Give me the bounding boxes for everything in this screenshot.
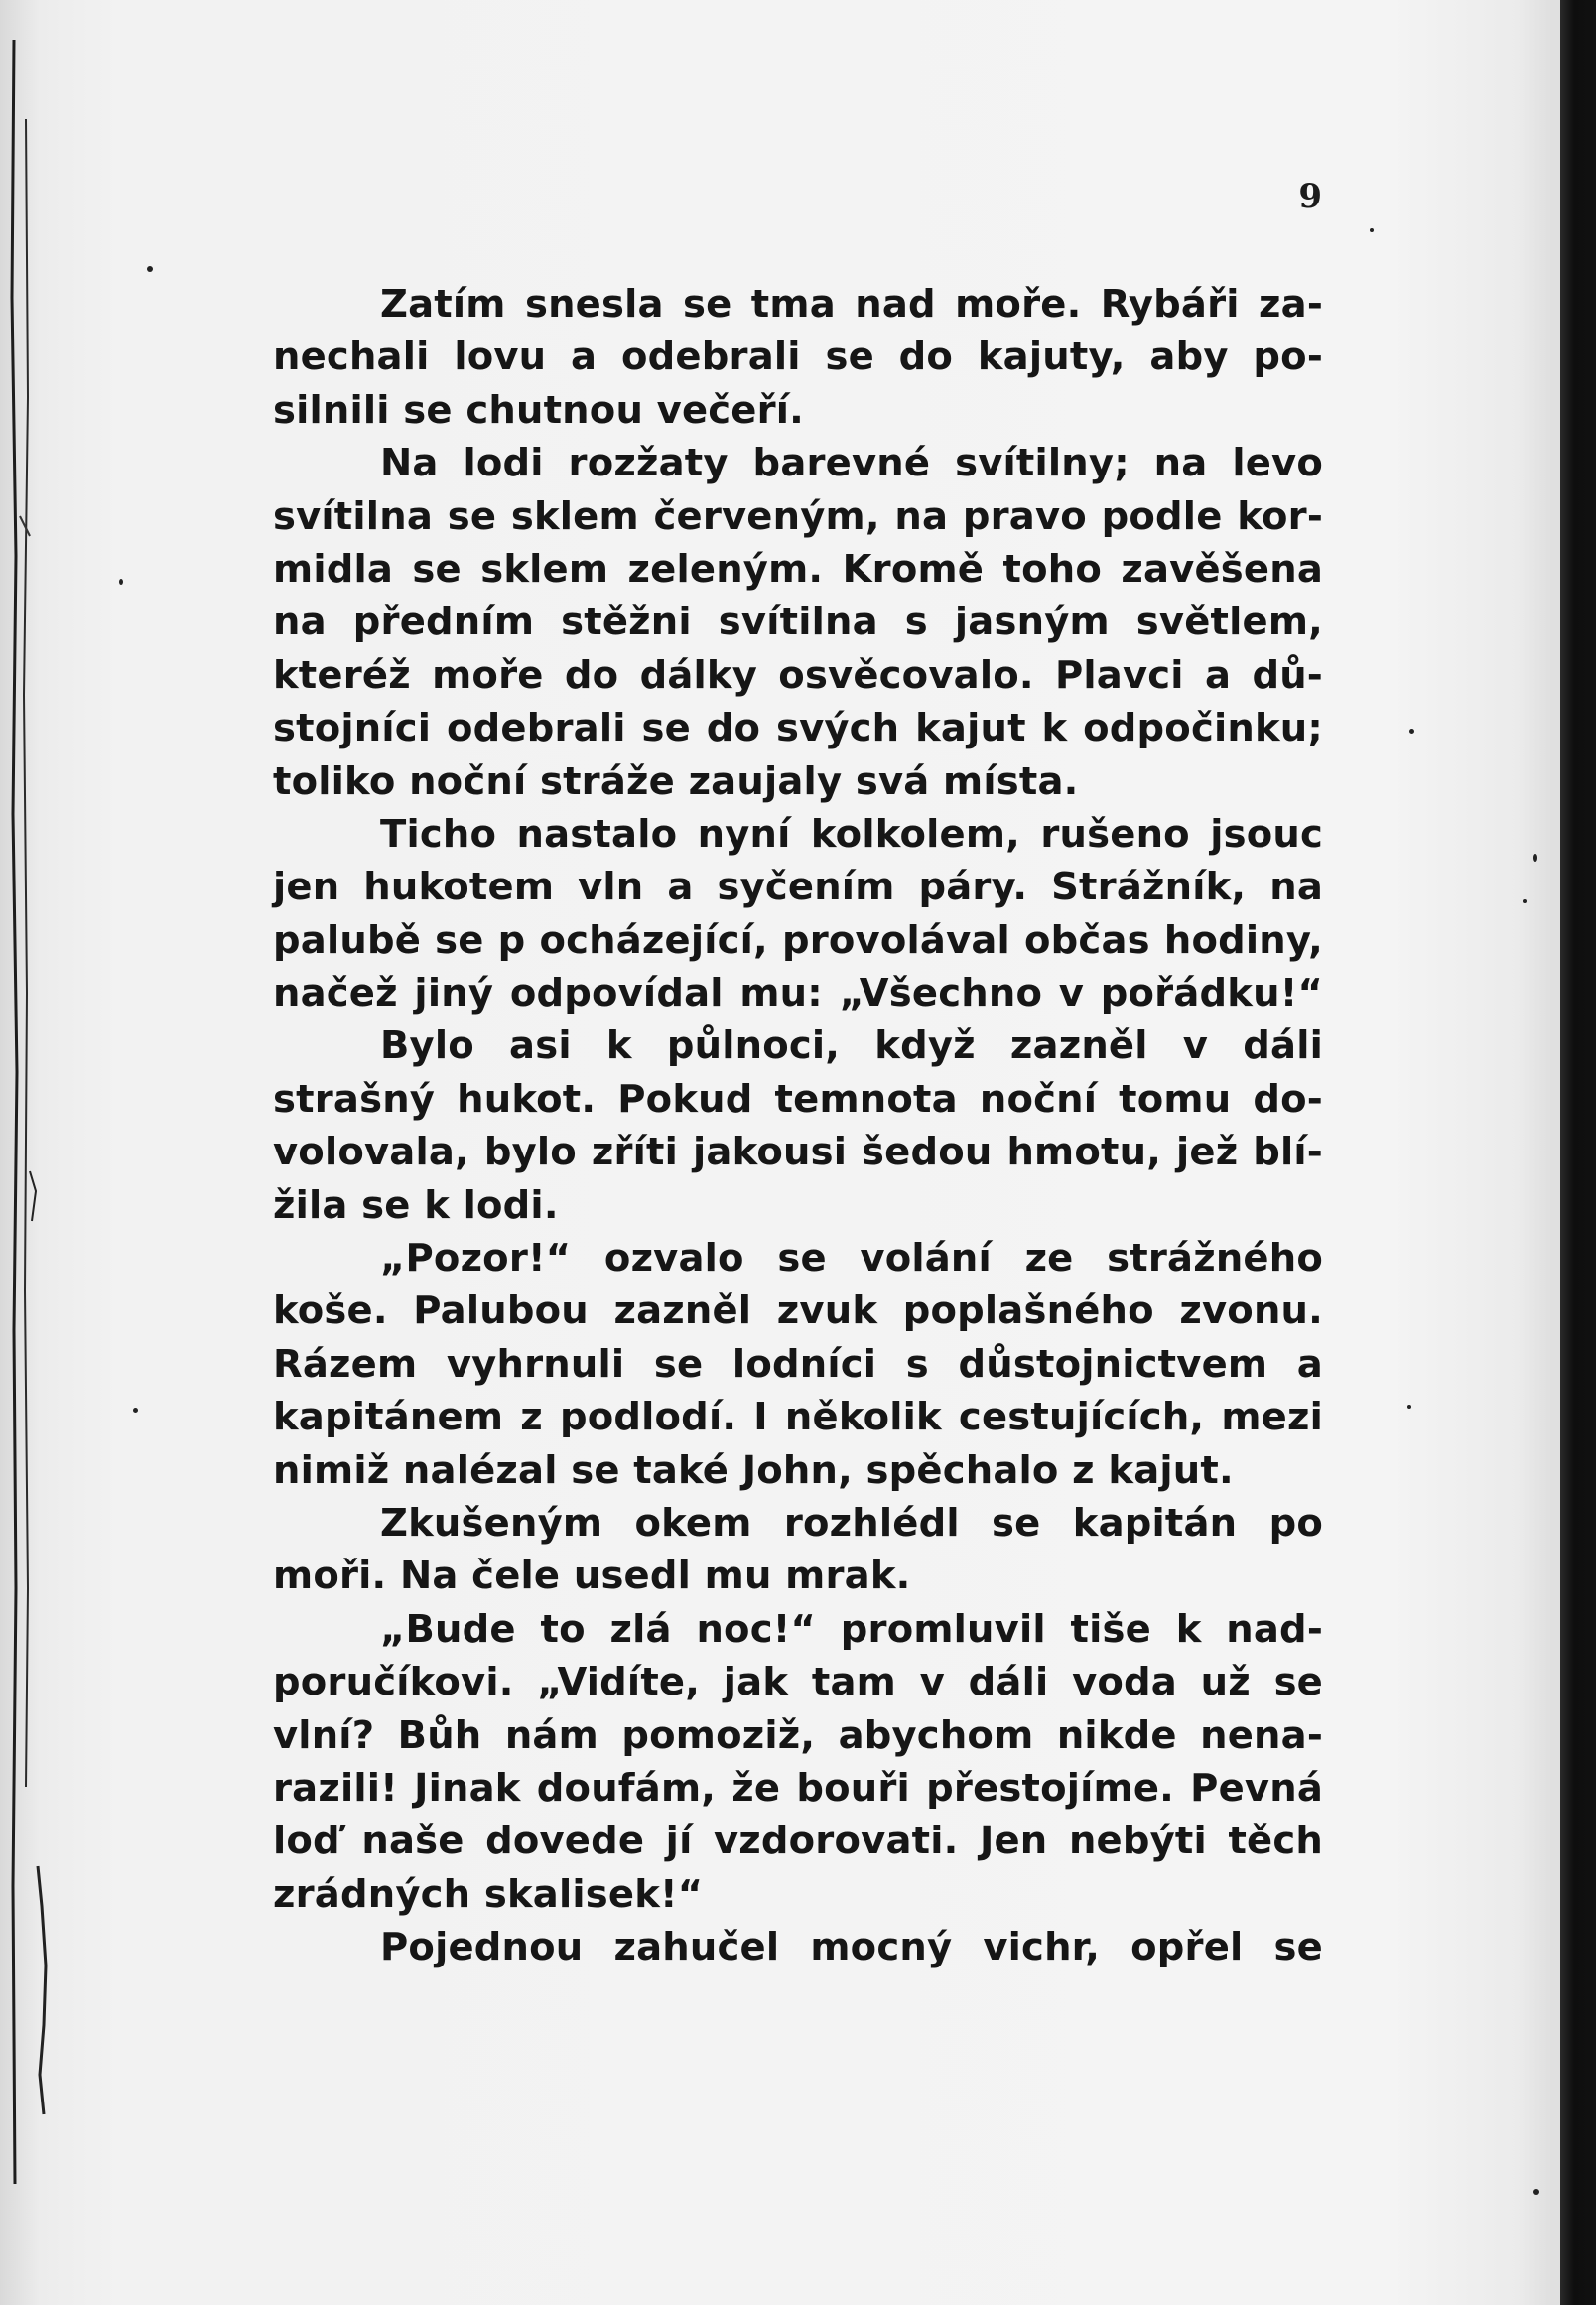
- text-line: moři. Na čele usedl mu mrak.: [273, 1554, 911, 1599]
- text-line: kapitánem z podlodí. I několik cestujících, mezi: [273, 1395, 1323, 1440]
- page-binding-edge: [0, 0, 52, 2305]
- text-line: stojníci odebrali se do svých kajut k odpočinku;: [273, 706, 1323, 751]
- text-line: palubě se p ocházející, provolával občas hodiny,: [273, 917, 1323, 963]
- page-dark-edge: [1560, 0, 1596, 2305]
- text-line: načež jiný odpovídal mu: „Všechno v pořádku!“: [273, 971, 1323, 1017]
- text-line: Zatím snesla se tma nad moře. Rybáři za-: [380, 282, 1323, 327]
- print-speck: [1523, 899, 1527, 903]
- text-line: na předním stěžni svítilna s jasným světlem,: [273, 600, 1323, 645]
- print-speck: [147, 266, 153, 272]
- print-speck: [133, 1408, 138, 1413]
- text-line: vlní? Bůh nám pomoziž, abychom nikde nena-: [273, 1712, 1323, 1758]
- text-line: koše. Palubou zazněl zvuk poplašného zvonu.: [273, 1288, 1323, 1334]
- print-speck: [1407, 1405, 1411, 1409]
- text-line: „Bude to zlá noc!“ promluvil tiše k nad-: [380, 1606, 1323, 1652]
- print-speck: [1533, 2189, 1539, 2195]
- print-speck: [1409, 729, 1414, 734]
- text-line: Ticho nastalo nyní kolkolem, rušeno jsouc: [380, 811, 1323, 857]
- body-text: [273, 278, 1323, 1974]
- text-line: loď naše dovede jí vzdorovati. Jen nebýti těch: [273, 1819, 1323, 1864]
- text-line: Rázem vyhrnuli se lodníci s důstojnictvem a: [273, 1341, 1323, 1387]
- text-line: „Pozor!“ ozvalo se volání ze strážného: [380, 1236, 1323, 1282]
- text-line: toliko noční stráže zaujaly svá místa.: [273, 758, 1079, 804]
- text-line: kteréž moře do dálky osvěcovalo. Plavci a dů-: [273, 652, 1323, 698]
- text-line: strašný hukot. Pokud temnota noční tomu do-: [273, 1076, 1323, 1122]
- text-line: svítilna se sklem červeným, na pravo podle kor-: [273, 493, 1323, 539]
- print-speck: [119, 579, 123, 585]
- text-line: nechali lovu a odebrali se do kajuty, aby po-: [273, 335, 1323, 380]
- print-speck: [1370, 228, 1374, 232]
- text-line: žila se k lodi.: [273, 1182, 559, 1228]
- page-number: 9: [1298, 177, 1322, 216]
- text-line: Pojednou zahučel mocný vichr, opřel se: [380, 1925, 1323, 1970]
- print-speck: [1533, 854, 1537, 862]
- text-line: midla se sklem zeleným. Kromě toho zavěšena: [273, 546, 1323, 592]
- text-line: razili! Jinak doufám, že bouři přestojíme. Pevná: [273, 1765, 1323, 1811]
- text-line: silnili se chutnou večeří.: [273, 387, 805, 433]
- text-line: Bylo asi k půlnoci, když zazněl v dáli: [380, 1023, 1323, 1069]
- text-line: jen hukotem vln a syčením páry. Strážník, na: [273, 865, 1323, 910]
- text-line: nimiž nalézal se také John, spěchalo z kajut.: [273, 1447, 1234, 1493]
- text-line: poručíkovi. „Vidíte, jak tam v dáli voda už se: [273, 1660, 1323, 1705]
- text-line: volovala, bylo zříti jakousi šedou hmotu, jež blí-: [273, 1130, 1323, 1175]
- text-line: Zkušeným okem rozhlédl se kapitán po: [380, 1500, 1323, 1546]
- text-line: Na lodi rozžaty barevné svítilny; na levo: [380, 441, 1323, 486]
- text-line: zrádných skalisek!“: [273, 1871, 704, 1917]
